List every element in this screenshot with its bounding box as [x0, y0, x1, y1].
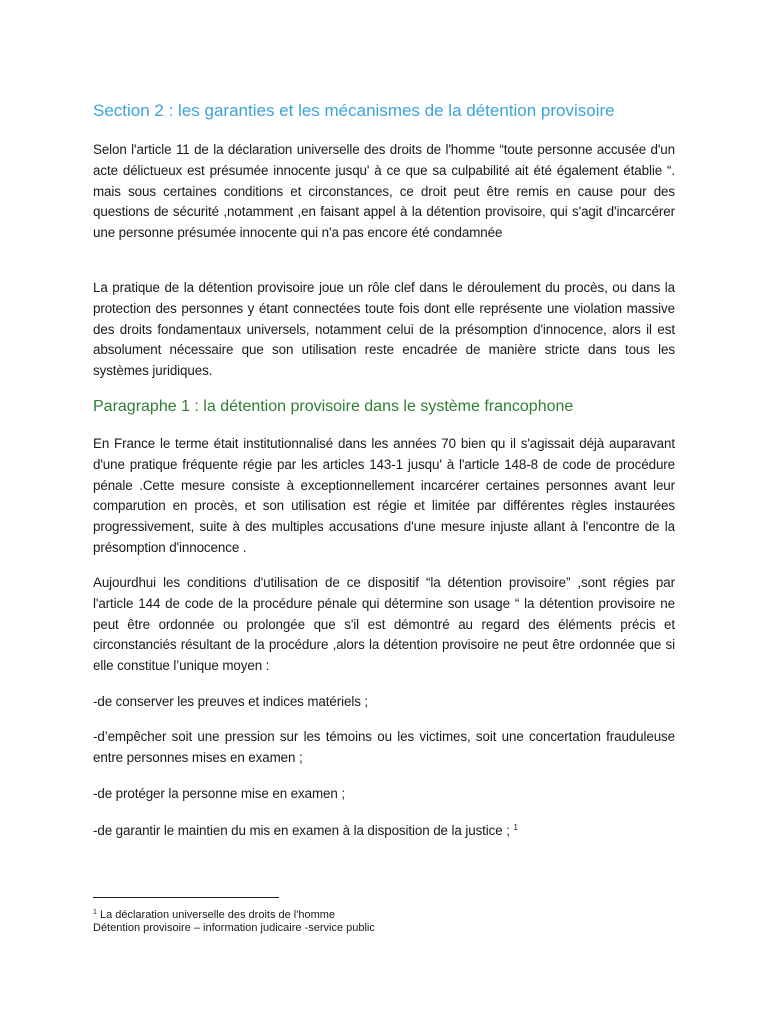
footnote-divider [93, 897, 279, 898]
footnote-1-continued: Détention provisoire – information judicaire -service public [93, 922, 375, 934]
paragraph-intro: Selon l'article 11 de la déclaration universelle des droits de l'homme “toute personne accusée d'un acte délictueux est présumée innocente jusqu' à ce que sa culpabilité ait été également établie “. mais sous certaines conditions et circonstances, ce droit peut être remis en cause pour des questions de sécurité ,notamment ,en faisant appel à la détention provisoire, qui s'agit d'incarcérer une personne présumée innocente qui n'a pas encore été condamnée [93, 142, 675, 241]
section-heading: Section 2 : les garanties et les mécanismes de la détention provisoire [93, 101, 615, 120]
list-item-preserve-evidence: -de conserver les preuves et indices matériels ; [93, 694, 369, 709]
paragraph-heading: Paragraphe 1 : la détention provisoire dans le système francophone [93, 398, 574, 415]
paragraph-conditions: Aujourdhui les conditions d'utilisation de ce dispositif “la détention provisoire” ,sont régies par l'article 144 de code de la procédure pénale qui détermine son usage “ la détention provisoire ne peut être ordonnée ou prolongée que s'il est démontré au regard des éléments précis et circonstanciés résultant de la procédure ,alors la détention provisoire ne peut être ordonnée que si elle constitue l’unique moyen : [93, 575, 675, 674]
list-item-text: -de garantir le maintien du mis en examen à la disposition de la justice ; [93, 823, 514, 838]
list-item-guarantee-availability [93, 818, 518, 842]
footnote-text: La déclaration universelle des droits de l'homme [96, 909, 336, 921]
paragraph-role: La pratique de la détention provisoire joue un rôle clef dans le déroulement du procès, ou dans la protection des personnes y étant connectées toute fois dont elle représente une violation massive des droits fondamentaux universels, notamment celui de la présomption d'innocence, alors il est absolument nécessaire que son utilisation reste encadrée de manière stricte dans tous les systèmes juridiques. [93, 280, 675, 379]
list-item-prevent-pressure: -d’empêcher soit une pression sur les témoins ou les victimes, soit une concertation frauduleuse entre personnes mises en examen ; [93, 729, 675, 765]
footnote-reference[interactable]: 1 [513, 823, 518, 832]
footnote-1 [93, 906, 335, 922]
list-item-protect-person: -de protéger la personne mise en examen ; [93, 786, 345, 801]
footnote-number: 1 [93, 909, 97, 916]
paragraph-france: En France le terme était institutionnalisé dans les années 70 bien qu il s'agissait déjà auparavant d'une pratique fréquente régie par les articles 143-1 jusqu' à l'article 148-8 de code de procédure pénale .Cette mesure consiste à exceptionnellement incarcérer certaines personnes avant leur comparution en procès, et son utilisation est régie et limitée par différentes règles instaurées progressivement, suite à des multiples accusations d'une mesure injuste allant à l'encontre de la présomption d'innocence . [93, 436, 675, 555]
document-page [93, 0, 675, 1024]
